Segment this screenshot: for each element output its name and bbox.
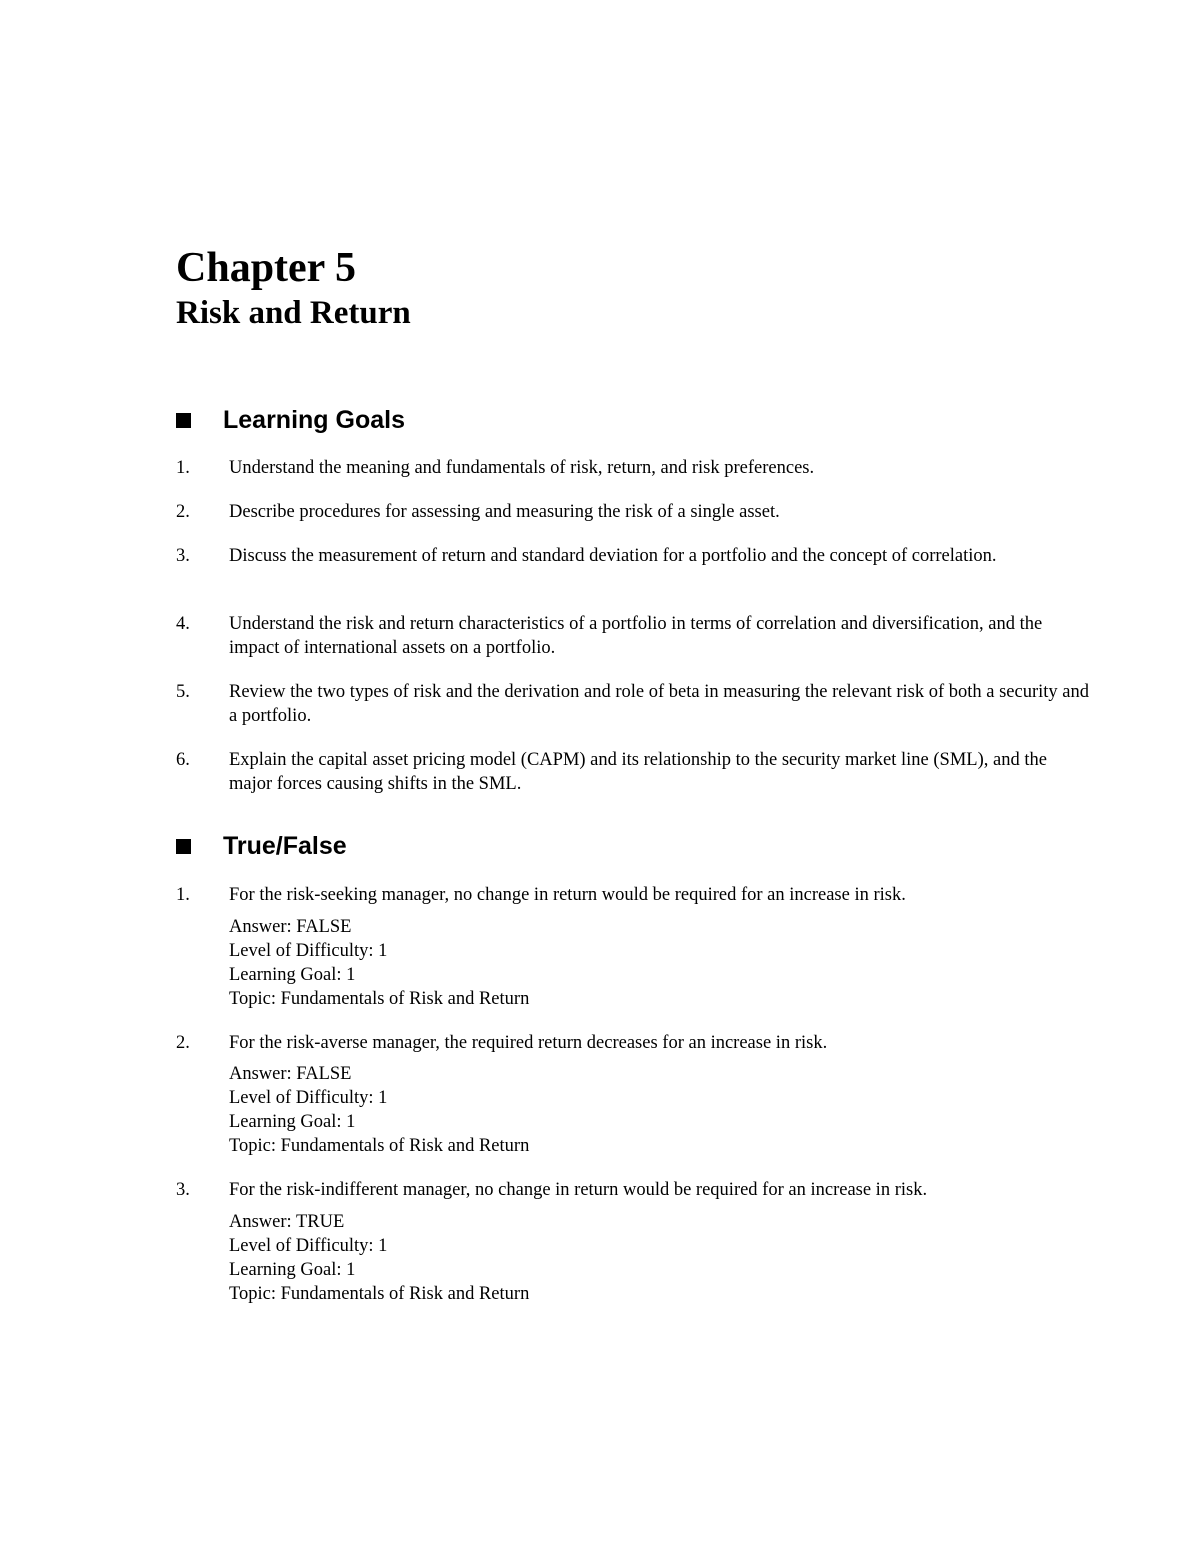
question-details [229,1210,1089,1306]
question-number: 1. [176,885,190,905]
learning-goal-text: Review the two types of risk and the derivation and role of beta in measuring the relevant risk of both a security and a portfolio. [229,682,1089,726]
learning-goal-text: Understand the risk and return characteristics of a portfolio in terms of correlation and diversification, and the impact of international assets on a portfolio. [229,614,1043,658]
learning-goal-line: Learning Goal: 1 [229,1112,356,1132]
topic-line: Topic: Fundamentals of Risk and Return [229,1136,530,1156]
learning-goal-line: Learning Goal: 1 [229,965,356,985]
square-bullet-icon [176,413,191,428]
learning-goal-number: 4. [176,614,190,634]
question-text: For the risk-averse manager, the required return decreases for an increase in risk. [229,1033,828,1053]
learning-goal-text: Describe procedures for assessing and measuring the risk of a single asset. [229,502,780,522]
chapter-subtitle: Risk and Return [176,295,411,331]
question-text: For the risk-seeking manager, no change in return would be required for an increase in risk. [229,885,906,905]
learning-goal-number: 5. [176,682,190,702]
question-number: 2. [176,1033,190,1053]
difficulty-line: Level of Difficulty: 1 [229,1088,388,1108]
chapter-title: Chapter 5 [176,245,357,291]
true-false-heading-text: True/False [223,831,347,860]
learning-goal-number: 2. [176,502,190,522]
topic-line: Topic: Fundamentals of Risk and Return [229,1284,530,1304]
learning-goal-text: Understand the meaning and fundamentals of risk, return, and risk preferences. [229,458,815,478]
true-false-heading [176,830,347,862]
answer-line: Answer: FALSE [229,1064,352,1084]
learning-goal-line: Learning Goal: 1 [229,1260,356,1280]
answer-line: Answer: TRUE [229,1212,345,1232]
difficulty-line: Level of Difficulty: 1 [229,941,388,961]
difficulty-line: Level of Difficulty: 1 [229,1236,388,1256]
learning-goal-number: 6. [176,750,190,770]
learning-goal-number: 1. [176,458,190,478]
question-details [229,915,1089,1011]
square-bullet-icon [176,839,191,854]
question-number: 3. [176,1180,190,1200]
topic-line: Topic: Fundamentals of Risk and Return [229,989,530,1009]
learning-goal-text: Explain the capital asset pricing model (CAPM) and its relationship to the security market line (SML), and the major forces causing shifts in the SML. [229,750,1047,794]
question-text: For the risk-indifferent manager, no change in return would be required for an increase in risk. [229,1180,928,1200]
learning-goals-heading-text: Learning Goals [223,405,405,434]
learning-goals-heading [176,404,405,436]
answer-line: Answer: FALSE [229,917,352,937]
learning-goal-text: Discuss the measurement of return and standard deviation for a portfolio and the concept of correlation. [229,546,997,566]
learning-goal-number: 3. [176,546,190,566]
question-details [229,1062,1089,1158]
